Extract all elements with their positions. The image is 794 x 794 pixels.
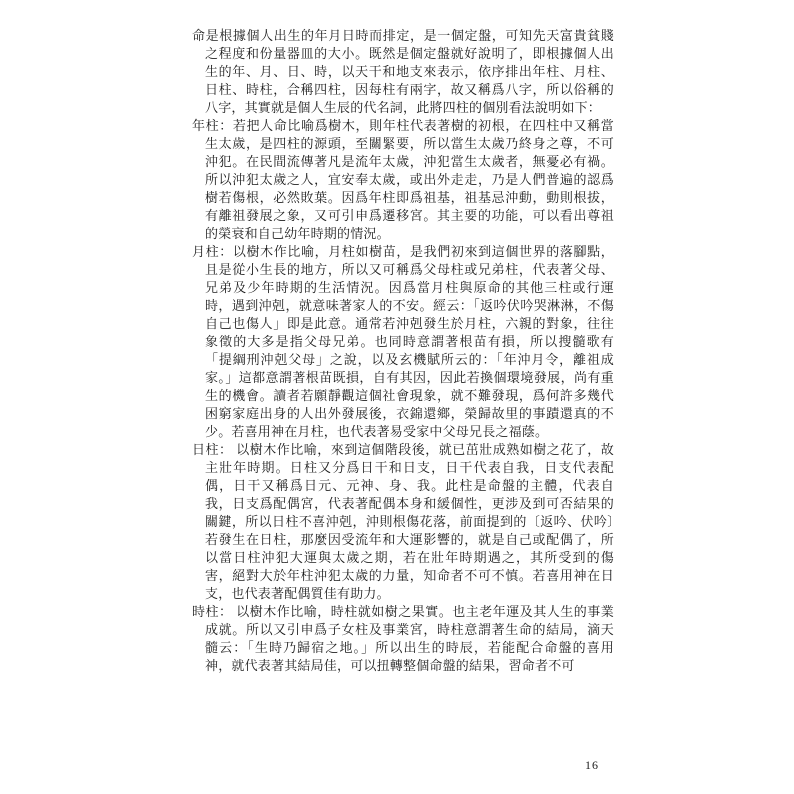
section-hour-pillar [192, 603, 614, 675]
section-year-pillar-body: 若把人命比喻爲樹木，則年柱代表著樹的初根，在四柱中又稱當生太歲，是四柱的源頭，至關緊要，所以當生太歲乃終身之尊，不可沖犯。在民間流傳著凡是流年太歲，沖犯當生太歲者，無憂必有禍。所以沖犯太歲之人，宜安奉太歲，或出外走走，乃是人們普遍的認爲樹若傷根，必然敗葉。因爲年柱即爲祖基，祖基忌沖動，動則根拔，有離祖發展之象，又可引申爲遷移宮。其主要的功能，可以看出尊祖的榮衰和自己幼年時期的情況。 [205, 118, 614, 241]
section-year-pillar [192, 117, 614, 243]
section-hour-pillar-body: 以樹木作比喻，時柱就如樹之果實。也主老年運及其人生的事業成就。所以又引申爲子女柱及事業宮，時柱意謂著生命的結局，滴天髓云：「生時乃歸宿之地。」所以出生的時辰，若能配合命盤的喜用神，就代表著其結局佳，可以扭轉整個命盤的結果，習命者不可 [205, 604, 614, 673]
section-month-pillar [192, 243, 614, 441]
section-month-pillar-label: 月柱： [192, 244, 233, 259]
section-day-pillar-body: 以樹木作比喻，來到這個階段後，就已茁壯成熟如樹之花了，故主壯年時期。日柱又分爲日干和日支，日干代表自我，日支代表配偶，日干又稱爲日元、元神、身、我。此柱是命盤的主體，代表自我，日支爲配偶宮，代表著配偶本身和緩個性，更涉及到可否結果的關鍵，所以日柱不喜沖剋，沖則根傷花落，前面提到的〔返吟、伏吟〕若發生在日柱，那麼因受流年和大運影響的，就是自己或配偶了，所以當日柱沖犯大運與太歲之期，若在壯年時期遇之，其所受到的傷害，絕對大於年柱沖犯太歲的力量，知命者不可不慎。若喜用神在日支，也代表著配偶質佳有助力。 [205, 442, 614, 601]
intro-paragraph: 命是根據個人出生的年月日時而排定，是一個定盤，可知先天富貴貧賤之程度和份量器皿的大小。既然是個定盤就好說明了，即根據個人出生的年、月、日、時，以天干和地支來表示，依序排出年柱、月柱、日柱、時柱，合稱四柱，因每柱有兩字，故又稱爲八字，所以俗稱的八字，其實就是個人生辰的代名詞，此將四柱的個別看法說明如下： [192, 28, 614, 115]
page-content [192, 27, 614, 675]
section-year-pillar-label: 年柱： [192, 118, 233, 133]
section-day-pillar [192, 441, 614, 603]
section-day-pillar-label: 日柱： [192, 442, 237, 457]
section-month-pillar-body: 以樹木作比喻，月柱如樹苗，是我們初來到這個世界的落腳點，且是從小生長的地方，所以又可稱爲父母柱或兄弟柱，代表著父母、兄弟及少年時期的生活情況。因爲當月柱與原命的其他三柱或行運時，遇到沖剋，就意味著家人的不安。經云：「返吟伏吟哭淋淋，不傷自己也傷人」即是此意。通常若沖剋發生於月柱，六親的對象，往往象徵的大多是指父母兄弟。也同時意謂著根苗有損，所以搜髓歌有「提綱刑沖剋父母」之說，以及玄機賦所云的：「年沖月令，離祖成家。」這都意謂著根苗既損，自有其因，因此若換個環境發展，尚有重生的機會。讀者若願靜觀這個社會現象，就不難發現，爲何許多幾代困窮家庭出身的人出外發展後，衣錦還鄉，榮歸故里的事蹟還真的不少。若喜用神在月柱，也代表著易受家中父母兄長之福蔭。 [205, 244, 614, 439]
section-hour-pillar-label: 時柱： [192, 604, 237, 619]
page-number: 16 [585, 758, 599, 772]
